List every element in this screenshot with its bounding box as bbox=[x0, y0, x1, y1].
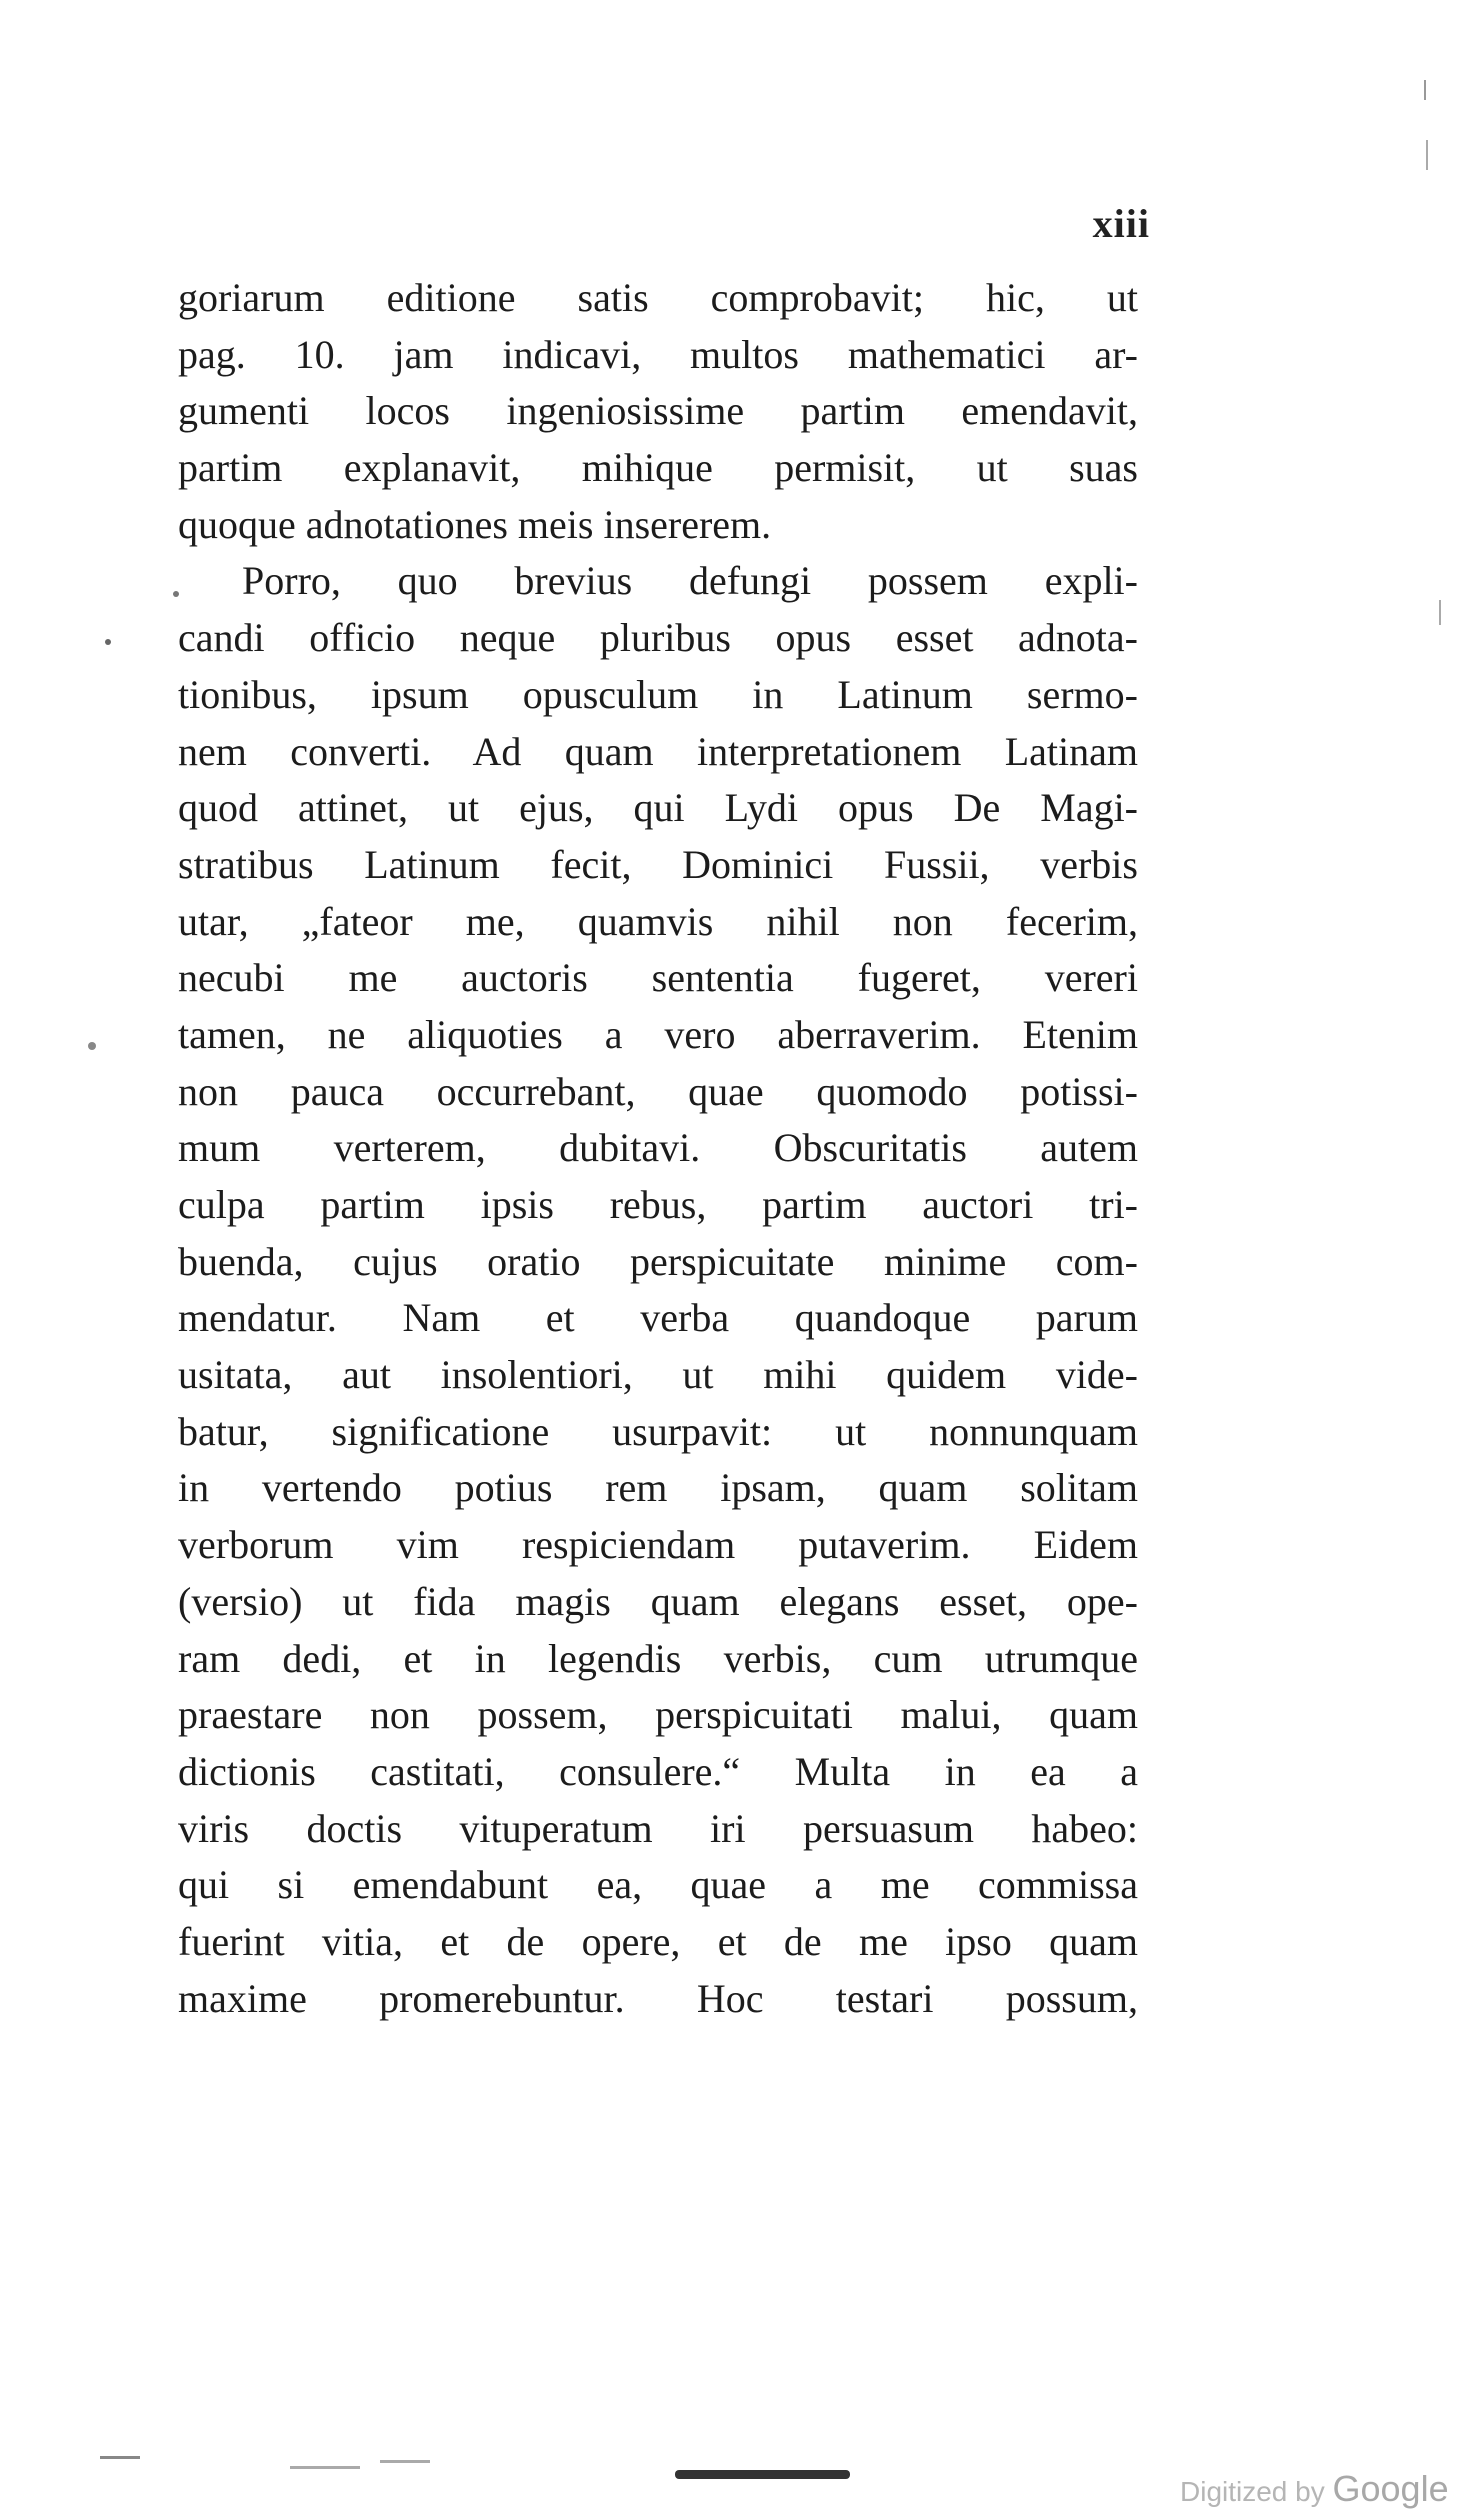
text-line: (versio) ut fida magis quam elegans esset, ope- bbox=[178, 1578, 1138, 1624]
speck bbox=[105, 639, 111, 645]
text-line: necubi me auctoris sententia fugeret, vereri bbox=[178, 955, 1138, 1001]
text-line: mendatur. Nam et verba quandoque parum bbox=[178, 1295, 1138, 1341]
bottom-smudge bbox=[100, 2456, 140, 2459]
text-line: tamen, ne aliquoties a vero aberraverim. Etenim bbox=[178, 1011, 1138, 1057]
text-line: usitata, aut insolentiori, ut mihi quidem vide- bbox=[178, 1352, 1138, 1398]
text-line: stratibus Latinum fecit, Dominici Fussii, verbis bbox=[178, 841, 1138, 887]
body-text bbox=[178, 270, 1138, 2027]
text-line: batur, significatione usurpavit: ut nonnunquam bbox=[178, 1408, 1138, 1454]
text-line: dictionis castitati, consulere.“ Multa in ea a bbox=[178, 1748, 1138, 1794]
bottom-smudge bbox=[380, 2460, 430, 2463]
text-line-paragraph-start: Porro, quo brevius defungi possem expli- bbox=[242, 558, 1138, 604]
text-line: verborum vim respiciendam putaverim. Eidem bbox=[178, 1522, 1138, 1568]
text-line: utar, „fateor me, quamvis nihil non fecerim, bbox=[178, 898, 1138, 944]
bottom-smudge bbox=[290, 2466, 360, 2469]
text-line: pag. 10. jam indicavi, multos mathematici ar- bbox=[178, 331, 1138, 377]
text-line: in vertendo potius rem ipsam, quam solitam bbox=[178, 1465, 1138, 1511]
text-line: culpa partim ipsis rebus, partim auctori tri- bbox=[178, 1182, 1138, 1227]
digitized-watermark bbox=[1180, 2468, 1449, 2510]
text-line: non pauca occurrebant, quae quomodo potissi- bbox=[178, 1068, 1138, 1114]
page-number: xiii bbox=[1092, 201, 1150, 246]
text-line: partim explanavit, mihique permisit, ut suas bbox=[178, 445, 1138, 491]
text-line: nem converti. Ad quam interpretationem Latinam bbox=[178, 728, 1138, 774]
speck bbox=[88, 1042, 96, 1050]
text-line: maxime promerebuntur. Hoc testari possum, bbox=[178, 1975, 1138, 2021]
text-line: goriarum editione satis comprobavit; hic, ut bbox=[178, 275, 1138, 320]
text-line: tionibus, ipsum opusculum in Latinum sermo- bbox=[178, 671, 1138, 717]
watermark-prefix: Digitized by bbox=[1180, 2476, 1325, 2507]
text-line: quoque adnotationes meis insererem. bbox=[178, 501, 772, 547]
text-line: ram dedi, et in legendis verbis, cum utrumque bbox=[178, 1635, 1138, 1681]
text-line: gumenti locos ingeniosissime partim emendavit, bbox=[178, 388, 1138, 434]
text-line: quod attinet, ut ejus, qui Lydi opus De Magi- bbox=[178, 785, 1138, 831]
text-line: fuerint vitia, et de opere, et de me ipso quam bbox=[178, 1918, 1138, 1964]
text-line: buenda, cujus oratio perspicuitate minime com- bbox=[178, 1238, 1138, 1284]
text-line: qui si emendabunt ea, quae a me commissa bbox=[178, 1862, 1138, 1908]
bottom-smudge bbox=[675, 2470, 850, 2479]
text-line: candi officio neque pluribus opus esset adnota- bbox=[178, 615, 1138, 661]
text-line: praestare non possem, perspicuitati malui, quam bbox=[178, 1692, 1138, 1738]
text-line: viris doctis vituperatum iri persuasum habeo: bbox=[178, 1805, 1138, 1851]
text-line: mum verterem, dubitavi. Obscuritatis autem bbox=[178, 1125, 1138, 1171]
watermark-brand: Google bbox=[1332, 2468, 1449, 2509]
